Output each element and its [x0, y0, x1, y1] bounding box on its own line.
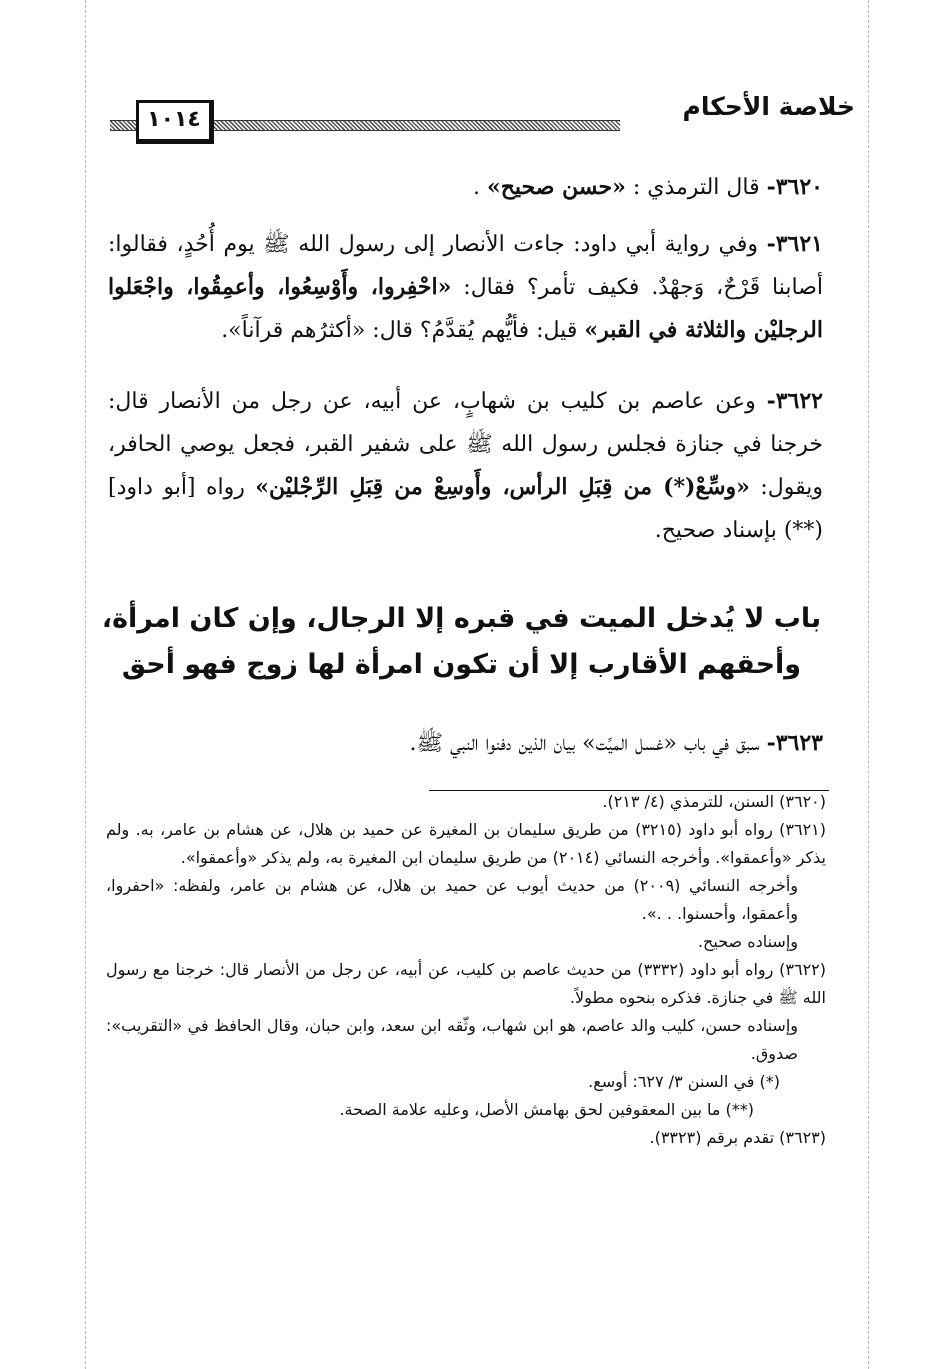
hadith-text: وفي رواية أبي داود: جاءت الأنصار إلى رسول الله ﷺ يوم أُحُدٍ، فقالوا: أصابنا قَرْحٌ، وَجهْدٌ. فكيف تأمر؟ فقال: — [108, 232, 823, 300]
footnote-3621-grade: وإسناده صحيح. — [697, 932, 798, 951]
hadith-text: قال الترمذي : — [632, 175, 760, 200]
hadith-3623 — [108, 722, 823, 765]
footnote-3622-grade: وإسناده حسن، كليب والد عاصم، هو ابن شهاب، وثّقه ابن سعد، وابن حبان، وقال الحافظ في «التقريب»: صدوق. — [106, 1016, 798, 1063]
footnote-double-star: (**) ما بين المعقوفين لحق بهامش الأصل، وعليه علامة الصحة. — [339, 1100, 754, 1119]
footnotes — [106, 788, 826, 1152]
hadith-quote: «احْفِروا، وأَوْسِعُوا، وأعمِقُوا، واجْعَلوا الرجليْن والثلاثة في القبر» — [108, 274, 823, 343]
hadith-3621 — [108, 223, 823, 352]
footnote-3623: (٣٦٢٣) تقدم برقم (٣٣٢٣). — [649, 1128, 826, 1147]
page-number: ١٠١٤ — [136, 100, 214, 144]
footnote-3620: (٣٦٢٠) السنن، للترمذي (٤/ ٢١٣). — [602, 792, 826, 811]
margin-guide-left — [85, 0, 86, 1369]
footnote-3621: (٣٦٢١) رواه أبو داود (٣٢١٥) من طريق سليمان بن المغيرة عن حميد بن هلال، عن هشام بن عامر، به. ولم يذكر «وأعمقوا». وأخرجه النسائي (٢٠١٤) من طريق سليمان ابن المغيرة به، ولم يذكر «وأعمقوا». — [106, 820, 826, 867]
hadith-tail: قيل: فأيُّهم يُقدَّمُ؟ قال: «أكثرُهم قرآناً». — [221, 318, 578, 343]
hadith-tail: . — [472, 175, 480, 200]
hadith-tail: رواه [أبو داود](**) بإسناد صحيح. — [108, 475, 823, 543]
footnote-star: (*) في السنن ٣/ ٦٢٧: أوسع. — [588, 1072, 780, 1091]
hadith-3620 — [108, 166, 823, 209]
hadith-number: ٣٦٢٢- — [766, 388, 823, 414]
hadith-text: وعن عاصم بن كليب بن شهابٍ، عن أبيه، عن رجل من الأنصار قال: خرجنا في جنازة فجلس رسول الله ﷺ على شفير القبر، فجعل يوصي الحافر، ويقول: — [108, 389, 823, 500]
hadith-number: ٣٦٢٣- — [766, 730, 823, 756]
header-rule — [195, 120, 620, 131]
hadith-text: سبق في باب «غسل الميِّت» بيان الذين دفنوا النبي ﷺ. — [409, 731, 760, 756]
chapter-title: باب لا يُدخل الميت في قبره إلا الرجال، وإن كان امرأة، وأحقهم الأقارب إلا أن تكون امرأة لها زوج فهو أحق — [101, 603, 822, 680]
hadith-number: ٣٦٢١- — [766, 231, 823, 257]
hadith-quote: «وسِّعْ(*) من قِبَلِ الرأس، وأَوسِعْ من قِبَلِ الرِّجْليْن» — [255, 474, 750, 500]
page-header — [110, 84, 855, 144]
book-title: خلاصة الأحكام — [682, 92, 855, 121]
footnote-3621-cont: وأخرجه النسائي (٢٠٠٩) من حديث أيوب عن حميد بن هلال، عن هشام بن عامر، ولفظه: «احفروا، وأعمقوا، وأحسنوا. . .». — [106, 876, 799, 923]
margin-guide-right — [868, 0, 869, 1369]
hadith-quote: «حسن صحيح» — [486, 174, 626, 200]
footnote-3622: (٣٦٢٢) رواه أبو داود (٣٣٣٢) من حديث عاصم بن كليب، عن أبيه، عن رجل من الأنصار قال: خرجنا مع رسول الله ﷺ في جنازة. فذكره بنحوه مطولاً. — [106, 960, 826, 1007]
hadith-number: ٣٦٢٠- — [766, 174, 823, 200]
hadith-3622 — [108, 380, 823, 552]
